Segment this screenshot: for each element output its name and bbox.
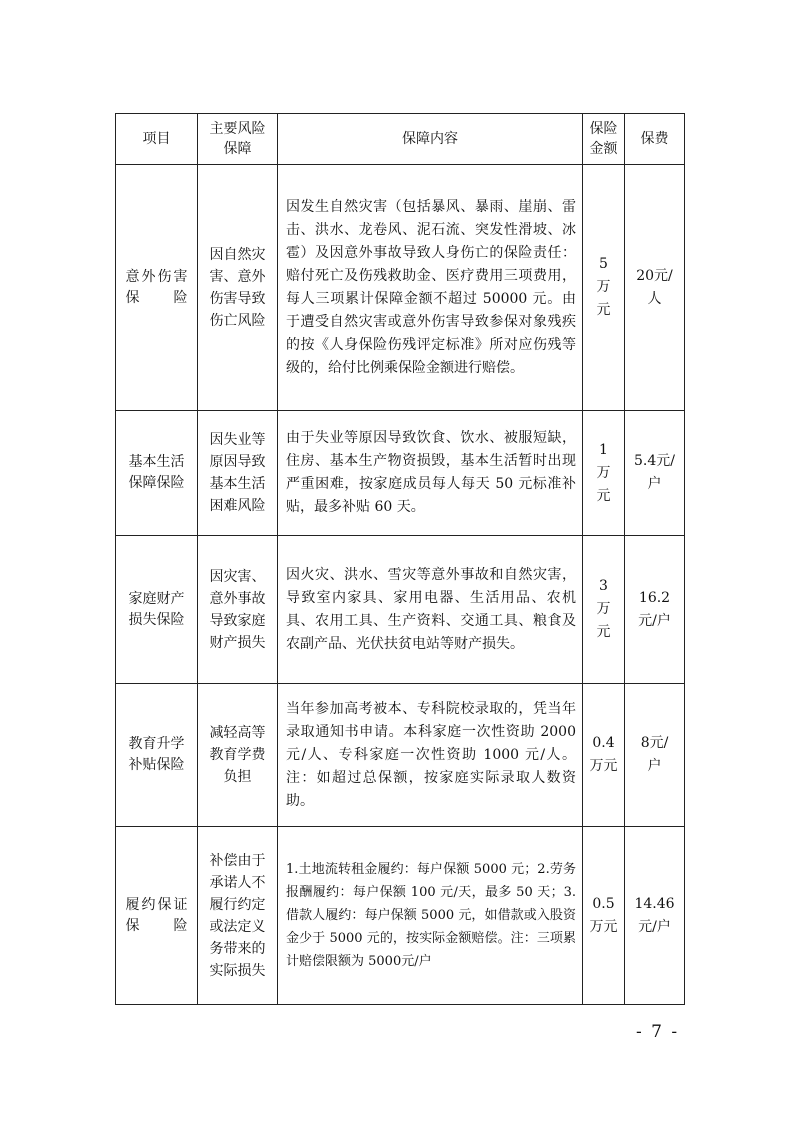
page-number: - 7 - xyxy=(636,1022,680,1042)
row-amount: 1万元 xyxy=(583,411,625,536)
row-amount: 0.5万元 xyxy=(583,827,625,1005)
row-fee: 14.46元/户 xyxy=(625,827,685,1005)
header-amount: 保险金额 xyxy=(583,114,625,165)
row-content: 1.土地流转租金履约：每户保额 5000 元；2.劳务报酬履约：每户保额 100 元/天，最多 50 天；3.借款人履约：每户保额 5000 元，如借款或入股资金少于 5000 元的，按实际金额赔偿。注：三项累计赔偿限额为 5000元/户 xyxy=(278,827,583,1005)
table-header-row xyxy=(116,114,685,165)
row-fee: 5.4元/户 xyxy=(625,411,685,536)
row-content: 当年参加高考被本、专科院校录取的，凭当年录取通知书申请。本科家庭一次性资助 2000 元/人、专科家庭一次性资助 1000 元/人。注：如超过总保额，按家庭实际录取人数资助。 xyxy=(278,684,583,827)
row-fee: 20元/人 xyxy=(625,165,685,411)
row-item: 意外伤害保险 xyxy=(116,165,198,411)
table-row xyxy=(116,684,685,827)
row-risk: 补偿由于承诺人不履行约定或法定义务带来的实际损失 xyxy=(198,827,278,1005)
header-content: 保障内容 xyxy=(278,114,583,165)
row-item: 基本生活保障保险 xyxy=(116,411,198,536)
header-risk: 主要风险保障 xyxy=(198,114,278,165)
row-amount: 0.4万元 xyxy=(583,684,625,827)
row-item: 教育升学补贴保险 xyxy=(116,684,198,827)
insurance-table xyxy=(115,113,685,1005)
row-amount: 3万元 xyxy=(583,536,625,684)
row-content: 因发生自然灾害（包括暴风、暴雨、崖崩、雷击、洪水、龙卷风、泥石流、突发性滑坡、冰雹）及因意外事故导致人身伤亡的保险责任：赔付死亡及伤残救助金、医疗费用三项费用，每人三项累计保障金额不超过 50000 元。由于遭受自然灾害或意外伤害导致参保对象残疾的按《人身保险伤残评定标准》所对应伤残等级的，给付比例乘保险金额进行赔偿。 xyxy=(278,165,583,411)
row-risk: 减轻高等教育学费负担 xyxy=(198,684,278,827)
header-fee: 保费 xyxy=(625,114,685,165)
header-item: 项目 xyxy=(116,114,198,165)
table-row xyxy=(116,536,685,684)
row-risk: 因自然灾害、意外伤害导致伤亡风险 xyxy=(198,165,278,411)
table-row xyxy=(116,411,685,536)
row-amount: 5万元 xyxy=(583,165,625,411)
row-fee: 8元/户 xyxy=(625,684,685,827)
row-fee: 16.2元/户 xyxy=(625,536,685,684)
row-risk: 因失业等原因导致基本生活困难风险 xyxy=(198,411,278,536)
table-row xyxy=(116,827,685,1005)
row-content: 由于失业等原因导致饮食、饮水、被服短缺，住房、基本生产物资损毁，基本生活暂时出现严重困难，按家庭成员每人每天 50 元标准补贴，最多补贴 60 天。 xyxy=(278,411,583,536)
row-item: 家庭财产损失保险 xyxy=(116,536,198,684)
row-item: 履约保证保险 xyxy=(116,827,198,1005)
row-content: 因火灾、洪水、雪灾等意外事故和自然灾害，导致室内家具、家用电器、生活用品、农机具、农用工具、生产资料、交通工具、粮食及农副产品、光伏扶贫电站等财产损失。 xyxy=(278,536,583,684)
row-risk: 因灾害、意外事故导致家庭财产损失 xyxy=(198,536,278,684)
table-row xyxy=(116,165,685,411)
